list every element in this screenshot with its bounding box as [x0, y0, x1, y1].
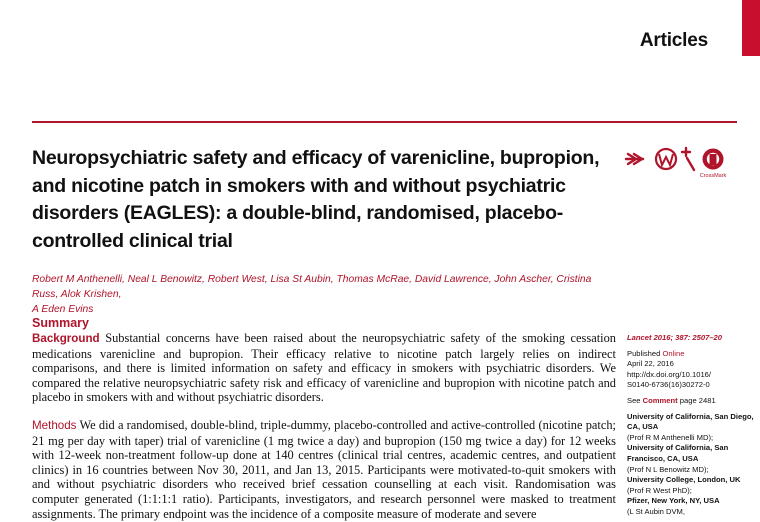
doi-line[interactable]: S0140-6736(16)30272-0 [627, 380, 710, 390]
header-rule [32, 121, 737, 123]
affiliations [627, 412, 755, 518]
see-prefix: See [627, 395, 641, 405]
affiliation-line: University of California, San Francisco, CA, USA [627, 443, 729, 463]
crossmark-icon[interactable] [703, 149, 724, 170]
doi-line[interactable]: http://dx.doi.org/10.1016/ [627, 369, 712, 379]
background-label: Background [32, 332, 100, 345]
background-text: Substantial concerns have been raised about the neuropsychiatric safety of the smoking cessation medications varenicline and bupropion. Their efficacy relative to nicotine patch largely relies on indirect comparisons, and there is limited information on safety and efficacy in smokers with psychiatric disorders. We compared the relative neuropsychiatric safety risk and efficacy of varenicline and bupropion with nicotine patch and placebo in smokers with and without psychiatric disorders. [32, 331, 616, 405]
affiliation-line: University College, London, UK [627, 475, 741, 485]
affiliation-line: (Prof R West PhD); [627, 485, 692, 495]
affiliation-line: Pfizer, New York, NY, USA [627, 496, 720, 506]
background-paragraph [32, 331, 616, 405]
publication-date: April 22, 2016 [627, 359, 674, 369]
affiliation-line: (Prof R M Anthenelli MD); [627, 432, 714, 442]
affiliation-line: (L St Aubin DVM, [627, 506, 685, 516]
sidebar [627, 333, 755, 518]
author-line: A Eden Evins [32, 304, 94, 315]
article-title: Neuropsychiatric safety and efficacy of varenicline, bupropion, and nicotine patch in smokers with and without psychiatric disorders (EAGLES): a double-blind, randomised, placebo-controlled clinical trial [32, 147, 600, 252]
affiliation-line: University of California, San Diego, CA, USA [627, 411, 754, 432]
published-label: Published [627, 348, 661, 358]
methods-text: We did a randomised, double-blind, triple-dummy, placebo-controlled and active-controlled (nicotine patch; 21 mg per day with taper) trial of varenicline (1 mg twice a day) and bupropion (150 mg twice a day) for 12 weeks with 12-week non-treatment follow-up done at 140 centres (clinical trial centres, academic centres, and outpatient clinics) in 16 countries between Nov 30, 2011, and Jan 13, 2015. Participants were motivated-to-quit smokers with and without psychiatric disorders who received brief cessation counselling at each visit. Randomisation was computer generated (1:1:1:1 ratio). Participants, investigators, and research personnel were masked to treatment assignments. The primary endpoint was the incidence of a composite measure of moderate and severe [32, 418, 616, 521]
affiliation-line: (Prof N L Benowitz MD); [627, 464, 709, 474]
citation: Lancet 2016; 387: 2507–20 [627, 333, 722, 342]
crossmark-label: CrossMark [699, 173, 727, 179]
methods-paragraph [32, 418, 616, 521]
plus-icon[interactable] [682, 148, 694, 170]
author-list [32, 272, 617, 317]
open-access-icon[interactable] [626, 154, 643, 164]
w-logo-icon[interactable] [656, 149, 676, 169]
section-label: Articles [639, 30, 708, 51]
published-online: Online [662, 348, 685, 358]
section-color-bar [742, 0, 760, 56]
methods-label: Methods [32, 419, 77, 432]
journal-icons [624, 144, 734, 184]
summary-heading: Summary [32, 316, 89, 330]
author-line: Robert M Anthenelli, Neal L Benowitz, Robert West, Lisa St Aubin, Thomas McRae, David Lawrence, John Ascher, Cristina Russ, Alok Krishen, [32, 274, 592, 300]
see-comment-link[interactable]: Comment [642, 395, 678, 405]
see-page: page 2481 [679, 395, 716, 405]
